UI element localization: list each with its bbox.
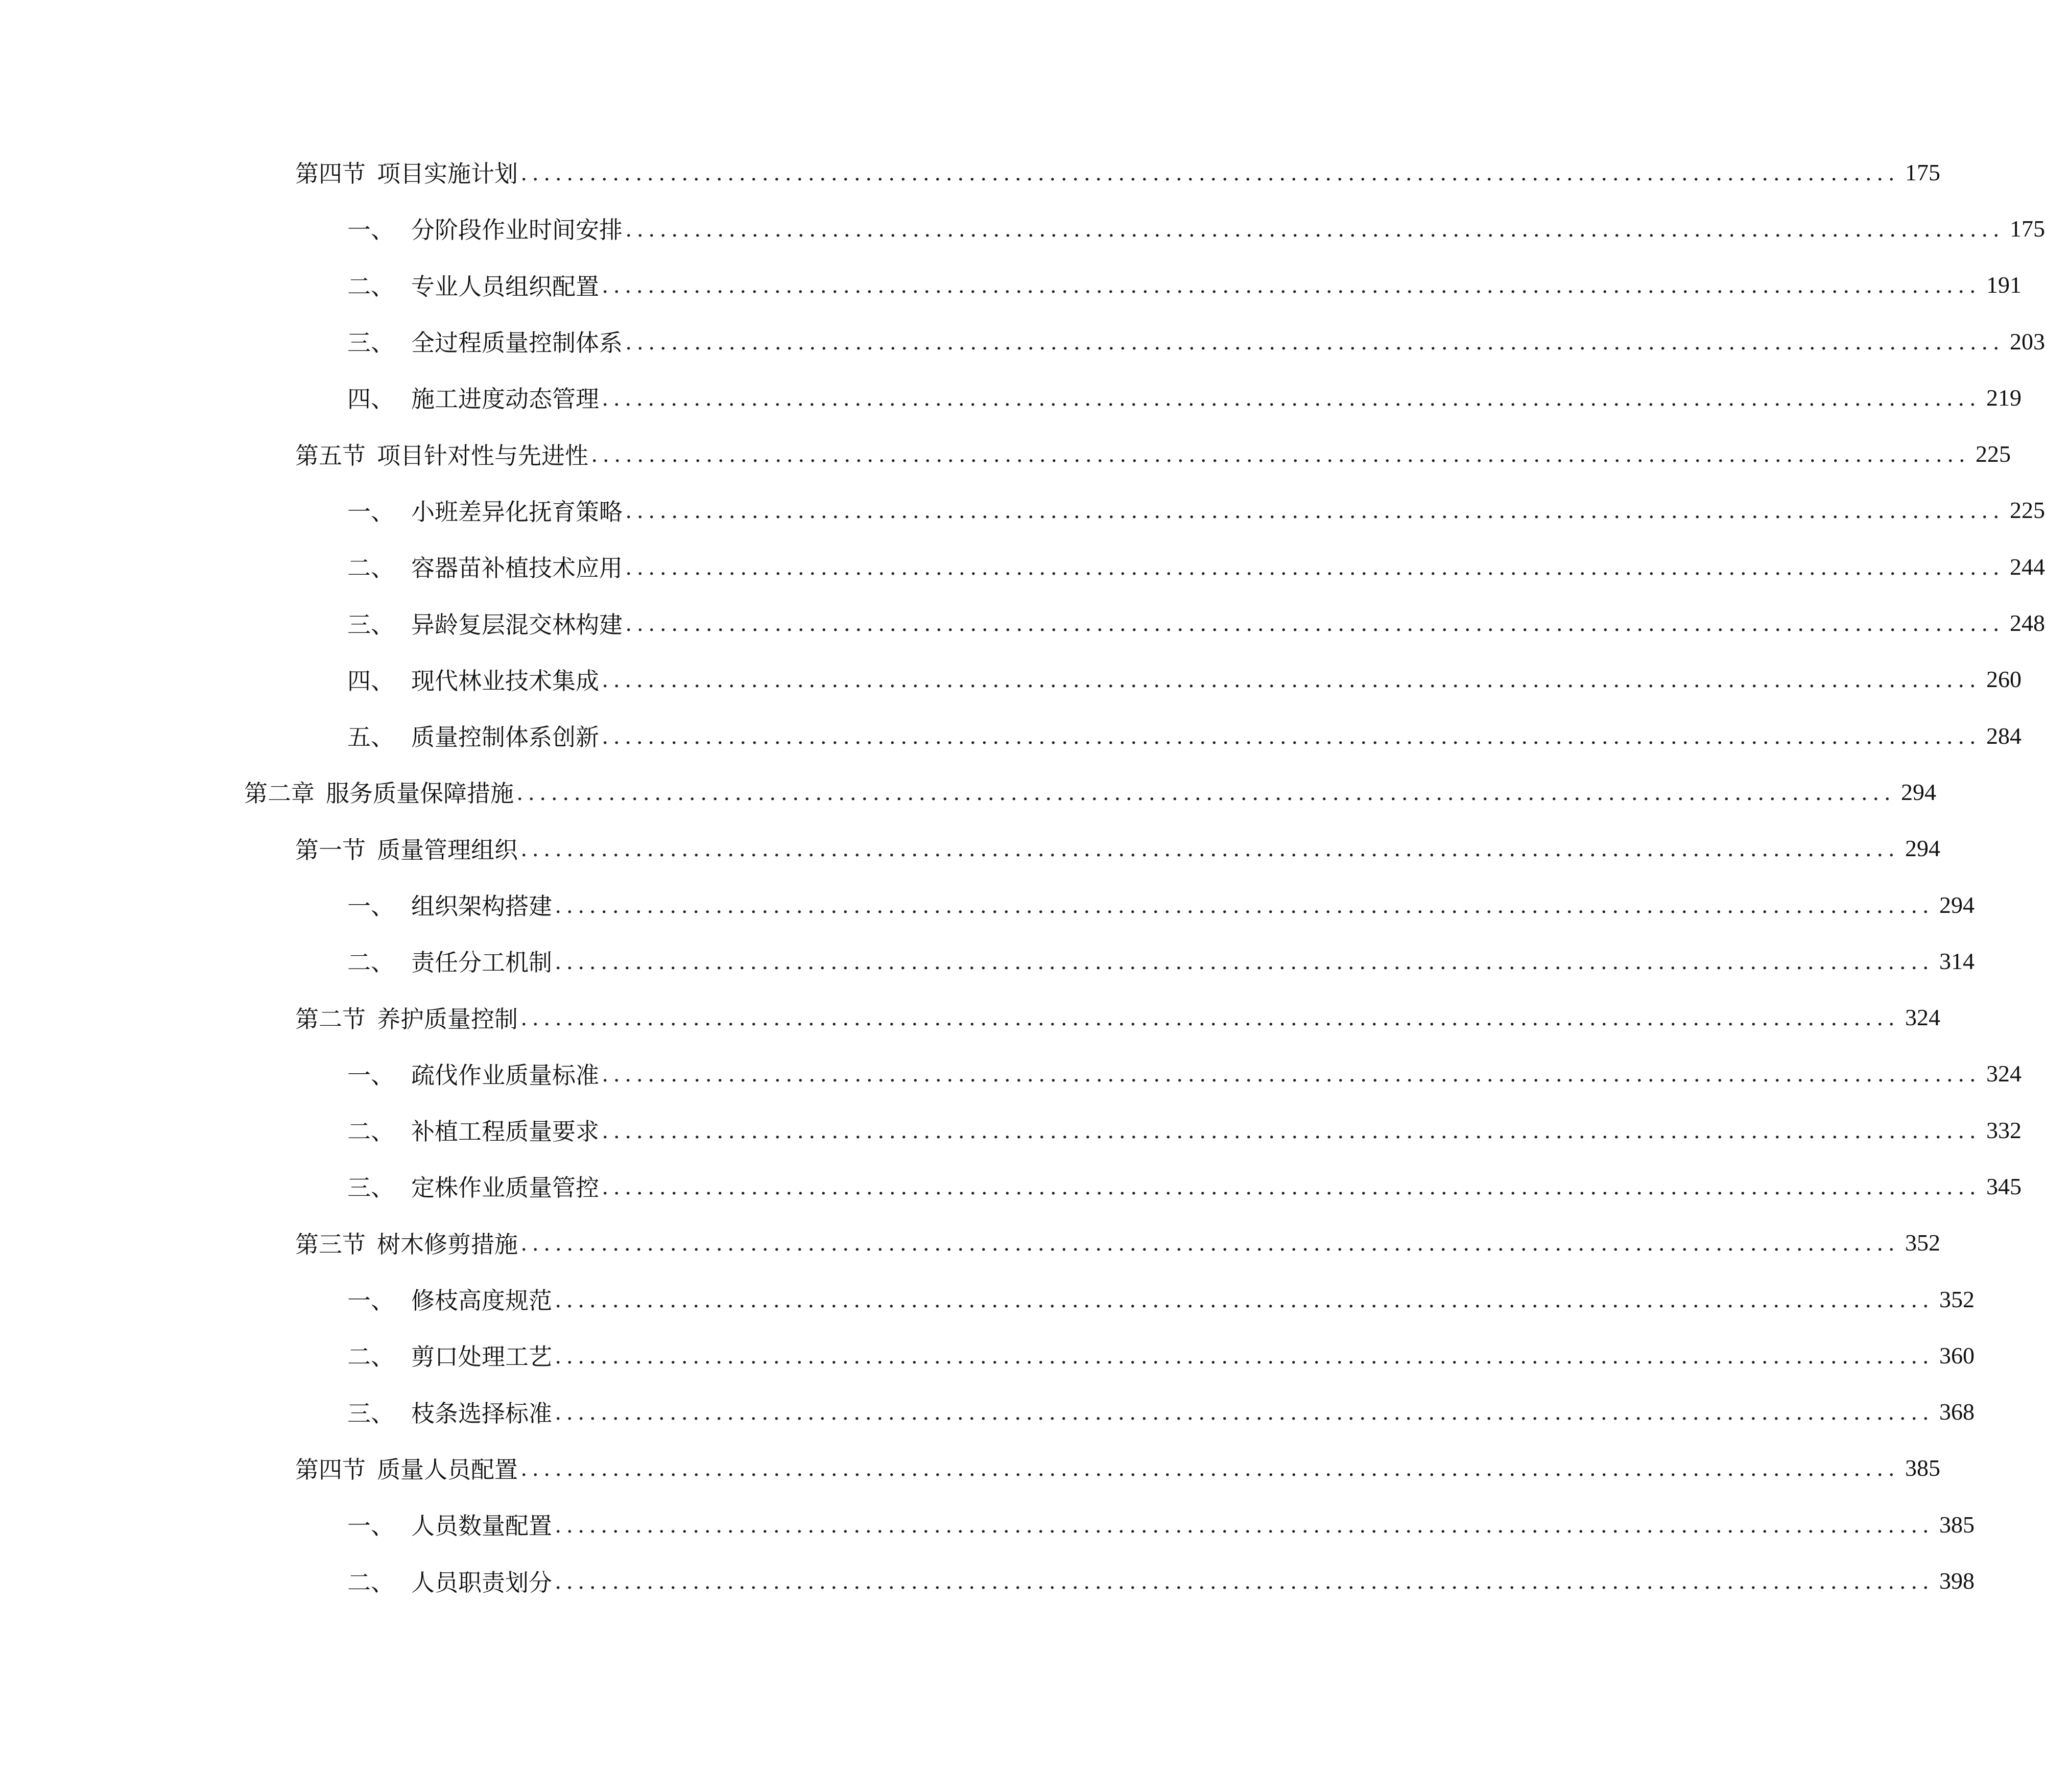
toc-entry-number: 一、 [347,498,394,526]
toc-entry-label [347,493,626,527]
toc-page-number: 368 [1934,1398,1975,1425]
toc-entry-label [347,719,602,752]
dot-leader: ........................................................................................................................ [521,1230,1900,1256]
toc-entry-number: 三、 [347,329,394,357]
toc-page-number: 352 [1934,1286,1975,1313]
dot-leader: ........................................................................................................................ [521,1004,1900,1031]
toc-entry-number: 三、 [347,1174,394,1202]
toc-page-number: 352 [1900,1229,1940,1256]
toc-entry-number: 一、 [347,892,394,920]
toc-entry-number: 二、 [347,1118,394,1146]
toc-subsection-entry[interactable] [0,1496,1975,1552]
dot-leader: ........................................................................................................................ [521,1455,1900,1481]
toc-entry-title: 剪口处理工艺 [411,1343,552,1371]
dot-leader: ........................................................................................................................ [555,891,1934,918]
toc-entry-label [347,324,626,358]
toc-entry-title: 质量控制体系创新 [411,723,599,751]
toc-entry-number: 第五节 [295,441,366,469]
toc-page-number: 225 [1970,440,2011,467]
dot-leader: ........................................................................................................................ [602,272,1981,298]
table-of-contents [0,144,2045,1609]
dot-leader: ........................................................................................................................ [555,1511,1934,1538]
toc-section-entry[interactable] [0,820,1940,877]
toc-section-entry[interactable] [0,1215,1940,1271]
toc-entry-label [347,268,602,302]
dot-leader: ........................................................................................................................ [602,722,1981,749]
toc-subsection-entry[interactable] [0,933,1975,989]
toc-entry-number: 第二章 [244,780,315,808]
toc-entry-label [347,606,626,640]
toc-subsection-entry[interactable] [0,313,2045,369]
dot-leader: ........................................................................................................................ [555,948,1934,974]
toc-page-number: 225 [2005,497,2045,524]
toc-entry-label [295,1451,521,1485]
toc-page-number: 219 [1981,384,2022,411]
toc-entry-number: 二、 [347,1343,394,1371]
dot-leader: ........................................................................................................................ [555,1286,1934,1312]
dot-leader: ........................................................................................................................ [602,666,1981,693]
toc-entry-title: 质量管理组织 [377,836,518,864]
toc-page-number: 360 [1934,1342,1975,1369]
toc-entry-label [347,1282,555,1316]
toc-entry-label [295,437,591,471]
toc-page-number: 324 [1981,1060,2022,1087]
toc-page-number: 385 [1934,1511,1975,1538]
toc-page-number: 324 [1900,1004,1940,1031]
toc-entry-number: 一、 [347,1287,394,1315]
toc-entry-label [295,155,521,189]
dot-leader: ........................................................................................................................ [555,1568,1934,1594]
toc-entry-number: 第四节 [295,1455,366,1483]
toc-subsection-entry[interactable] [0,1552,1975,1609]
toc-page-number: 294 [1934,891,1975,918]
toc-section-entry[interactable] [0,989,1940,1045]
toc-subsection-entry[interactable] [0,1102,2022,1158]
dot-leader: ........................................................................................................................ [626,328,2005,355]
dot-leader: ........................................................................................................................ [626,553,2005,580]
toc-entry-title: 人员数量配置 [411,1512,552,1540]
toc-entry-number: 第三节 [295,1230,366,1258]
dot-leader: ........................................................................................................................ [602,1060,1981,1087]
toc-entry-title: 服务质量保障措施 [326,780,514,808]
dot-leader: ........................................................................................................................ [521,835,1900,862]
toc-entry-label [347,663,602,696]
toc-subsection-entry[interactable] [0,482,2045,538]
toc-section-entry[interactable] [0,1440,1940,1496]
toc-entry-label [347,550,626,583]
toc-entry-number: 第一节 [295,836,366,864]
toc-entry-title: 枝条选择标准 [411,1399,552,1427]
toc-page-number: 191 [1981,271,2022,298]
toc-entry-number: 五、 [347,723,394,751]
dot-leader: ........................................................................................................................ [626,610,2005,636]
toc-entry-number: 一、 [347,216,394,244]
toc-section-entry[interactable] [0,144,1940,200]
toc-entry-title: 小班差异化抚育策略 [411,498,623,526]
toc-page-number: 260 [1981,666,2022,693]
toc-entry-number: 二、 [347,272,394,300]
toc-page-number: 175 [1900,159,1940,186]
toc-page-number: 385 [1900,1454,1940,1481]
toc-entry-label [295,1226,521,1260]
toc-entry-title: 养护质量控制 [377,1005,518,1033]
toc-entry-title: 施工进度动态管理 [411,385,599,413]
toc-entry-label [295,1001,521,1034]
toc-entry-title: 项目针对性与先进性 [377,441,588,469]
toc-entry-label [347,211,626,245]
toc-entry-number: 三、 [347,1399,394,1427]
toc-entry-label [347,1113,602,1147]
dot-leader: ........................................................................................................................ [555,1399,1934,1425]
dot-leader: ........................................................................................................................ [521,159,1900,185]
toc-entry-label [295,832,521,865]
toc-subsection-entry[interactable] [0,200,2045,256]
toc-entry-number: 一、 [347,1512,394,1540]
toc-page-number: 175 [2005,215,2045,242]
toc-subsection-entry[interactable] [0,1046,2022,1102]
toc-page-number: 332 [1981,1117,2022,1144]
toc-page-number: 294 [1896,779,1936,806]
toc-entry-number: 第二节 [295,1005,366,1033]
toc-subsection-entry[interactable] [0,651,2022,708]
toc-entry-title: 容器苗补植技术应用 [411,554,623,582]
toc-entry-title: 分阶段作业时间安排 [411,216,623,244]
dot-leader: ........................................................................................................................ [602,1117,1981,1143]
toc-subsection-entry[interactable] [0,1327,1975,1383]
toc-entry-number: 四、 [347,385,394,413]
toc-subsection-entry[interactable] [0,369,2022,426]
dot-leader: ........................................................................................................................ [591,441,1970,467]
toc-page-number: 314 [1934,948,1975,975]
toc-entry-number: 第四节 [295,160,366,188]
toc-entry-label [347,1169,602,1203]
dot-leader: ........................................................................................................................ [626,497,2005,524]
toc-entry-title: 树木修剪措施 [377,1230,518,1258]
toc-page-number: 345 [1981,1173,2022,1200]
dot-leader: ........................................................................................................................ [602,1173,1981,1199]
toc-entry-title: 补植工程质量要求 [411,1118,599,1146]
toc-page-number: 398 [1934,1567,1975,1594]
toc-entry-label [347,1338,555,1372]
toc-entry-title: 全过程质量控制体系 [411,329,623,357]
toc-page-number: 244 [2005,553,2045,580]
toc-entry-title: 现代林业技术集成 [411,667,599,695]
toc-page-number: 248 [2005,609,2045,636]
toc-entry-label [347,1057,602,1091]
toc-entry-label [347,888,555,922]
toc-subsection-entry[interactable] [0,538,2045,595]
toc-entry-label [347,1507,555,1541]
toc-subsection-entry[interactable] [0,1158,2022,1214]
toc-entry-number: 二、 [347,949,394,977]
toc-chapter-entry[interactable] [0,764,1936,820]
toc-entry-label [347,944,555,978]
dot-leader: ........................................................................................................................ [602,384,1981,411]
toc-page-number: 284 [1981,722,2022,749]
toc-entry-label [347,381,602,414]
dot-leader: ........................................................................................................................ [517,779,1896,805]
toc-section-entry[interactable] [0,426,2011,482]
toc-subsection-entry[interactable] [0,1271,1975,1327]
toc-entry-title: 疏伐作业质量标准 [411,1061,599,1089]
dot-leader: ........................................................................................................................ [555,1342,1934,1369]
toc-entry-label [347,1564,555,1598]
toc-entry-number: 四、 [347,667,394,695]
toc-entry-title: 专业人员组织配置 [411,272,599,300]
toc-entry-title: 质量人员配置 [377,1455,518,1483]
toc-subsection-entry[interactable] [0,708,2022,764]
toc-subsection-entry[interactable] [0,257,2022,313]
toc-entry-title: 异龄复层混交林构建 [411,610,623,639]
toc-entry-title: 修枝高度规范 [411,1287,552,1315]
toc-entry-title: 定株作业质量管控 [411,1174,599,1202]
toc-entry-title: 项目实施计划 [377,160,518,188]
toc-entry-number: 二、 [347,1568,394,1596]
toc-entry-number: 三、 [347,610,394,639]
toc-entry-label [244,775,517,809]
toc-entry-title: 责任分工机制 [411,949,552,977]
toc-entry-number: 一、 [347,1061,394,1089]
toc-entry-title: 人员职责划分 [411,1568,552,1596]
toc-entry-number: 二、 [347,554,394,582]
toc-page-number: 203 [2005,328,2045,355]
toc-subsection-entry[interactable] [0,595,2045,651]
dot-leader: ........................................................................................................................ [626,215,2005,242]
toc-entry-label [347,1395,555,1429]
toc-page-number: 294 [1900,835,1940,862]
toc-subsection-entry[interactable] [0,877,1975,933]
toc-entry-title: 组织架构搭建 [411,892,552,920]
toc-subsection-entry[interactable] [0,1384,1975,1440]
